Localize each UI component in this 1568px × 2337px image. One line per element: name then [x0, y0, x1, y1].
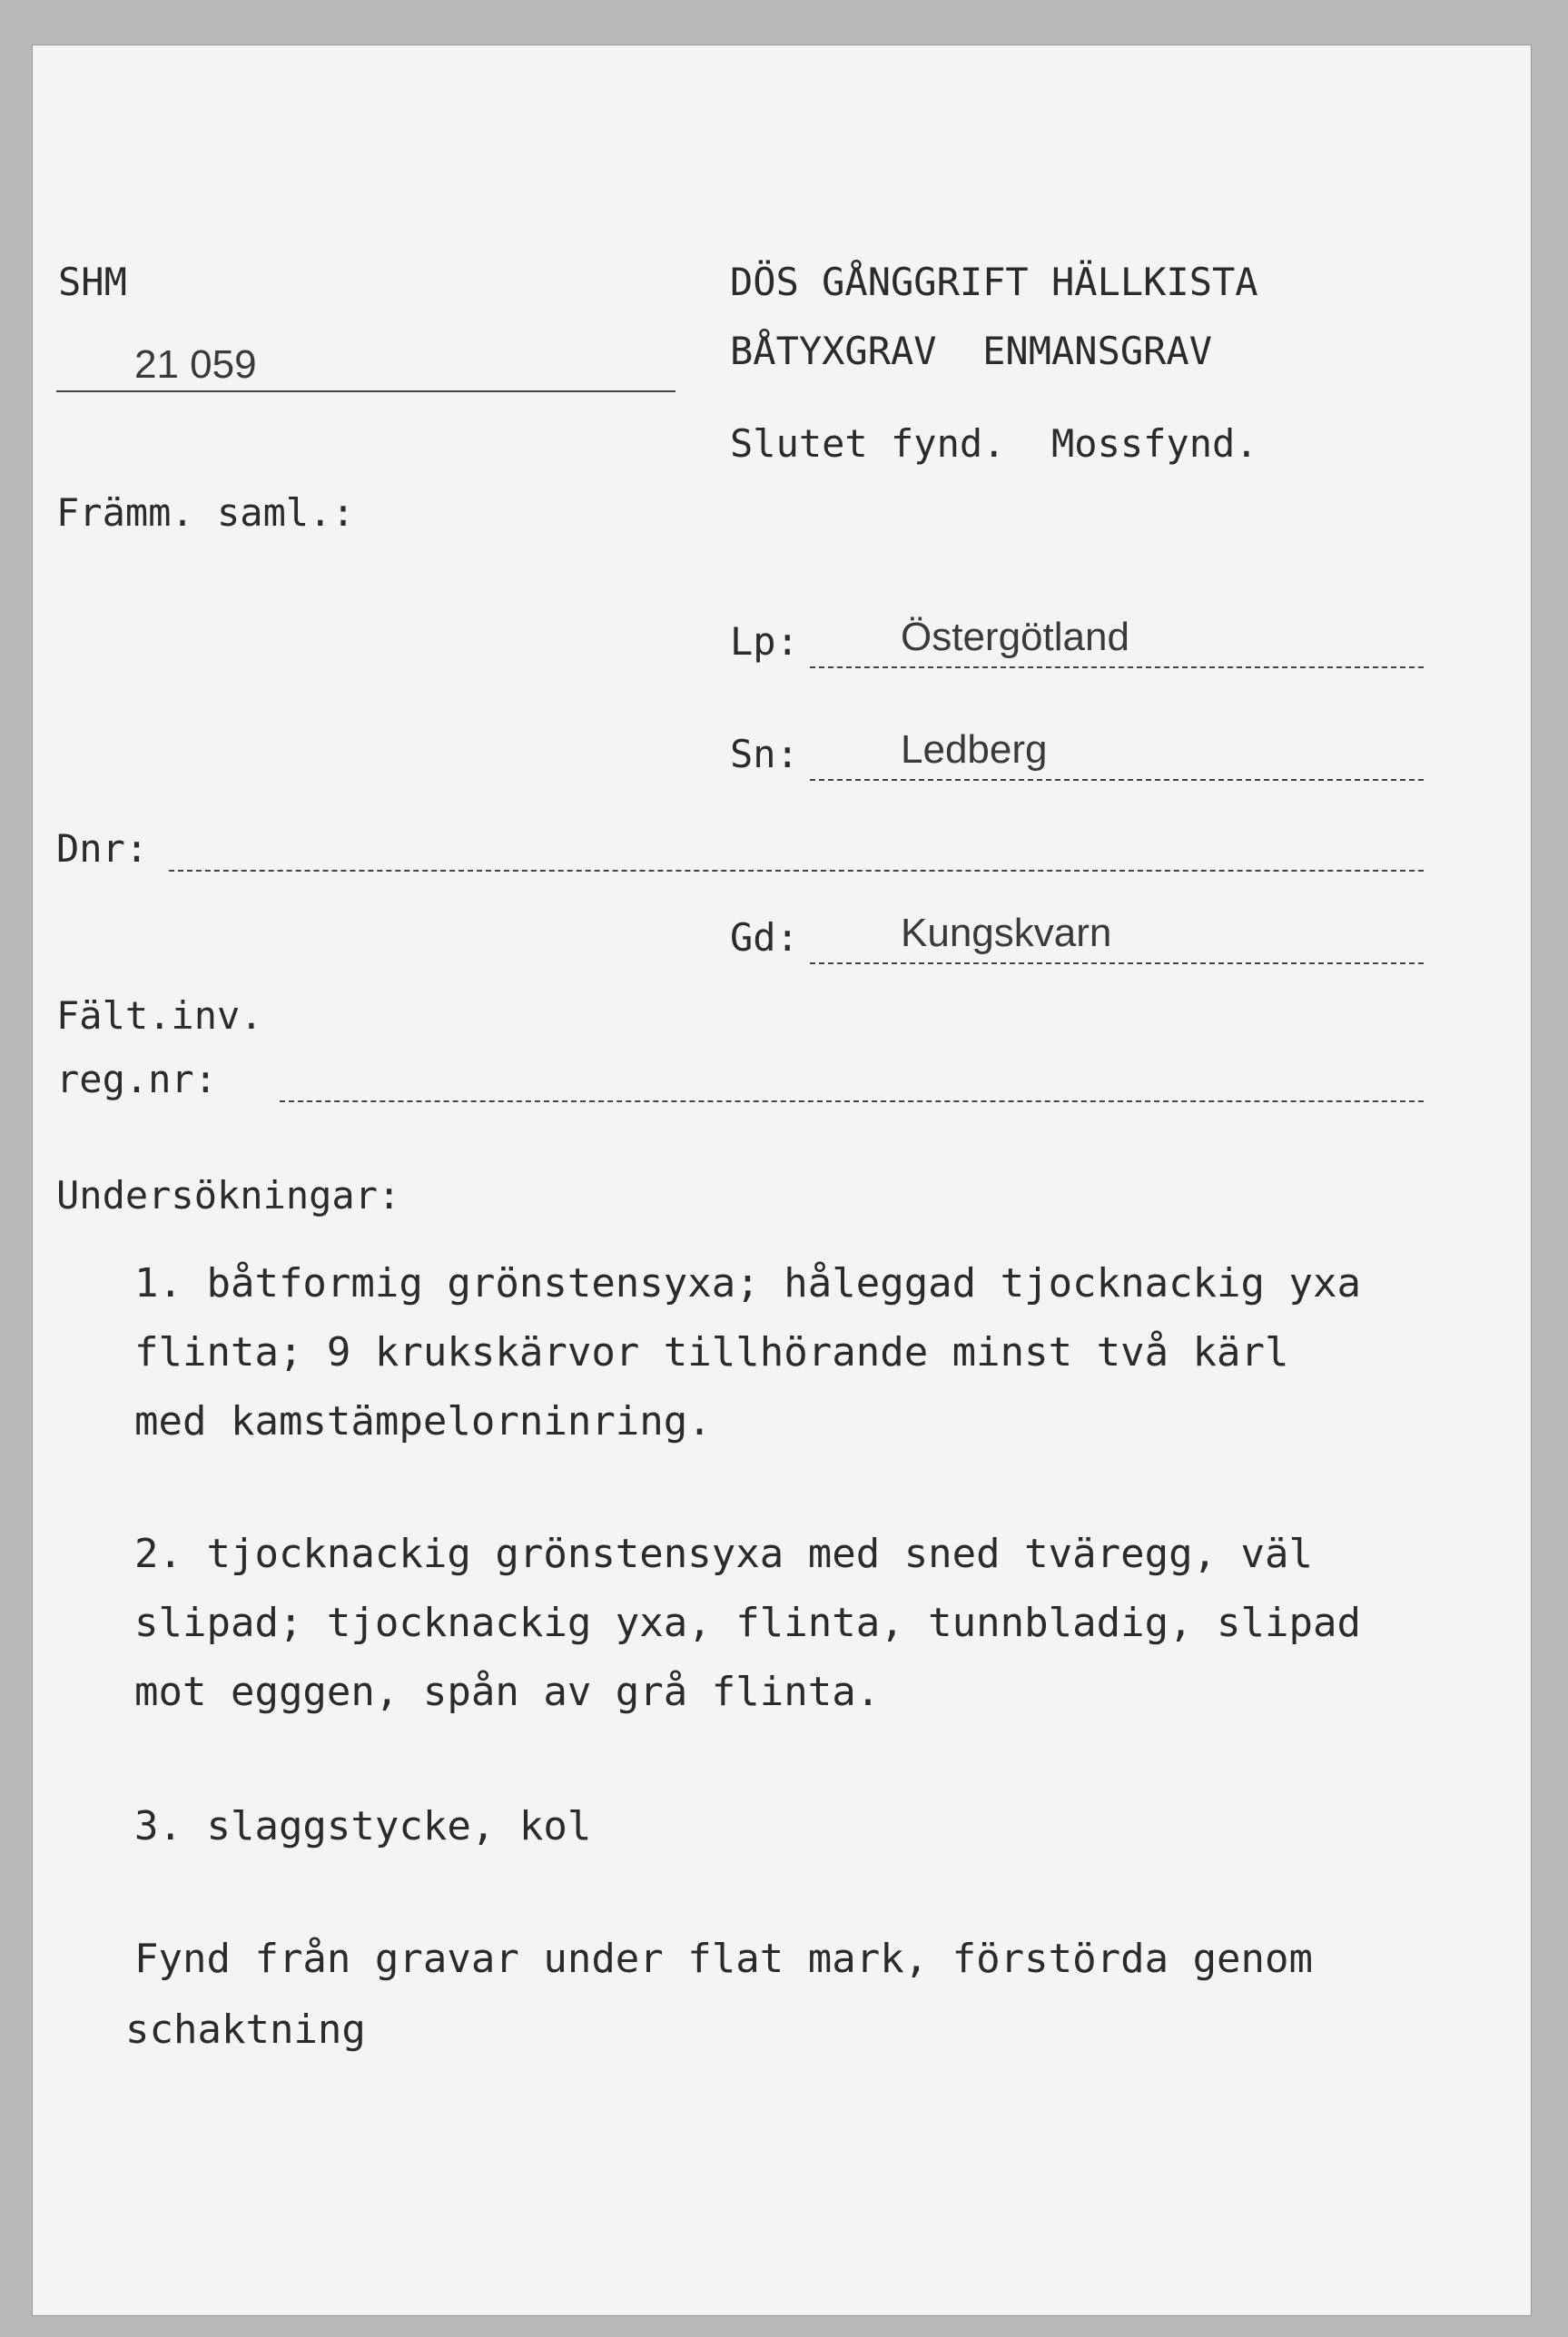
- reg-nr-label: reg.nr:: [56, 1057, 218, 1101]
- lp-value: Östergötland: [901, 615, 1129, 659]
- museum-code: SHM: [58, 260, 127, 304]
- sn-label: Sn:: [730, 732, 799, 776]
- gd-line: [810, 962, 1424, 964]
- catalog-card: [33, 45, 1531, 2315]
- item2-line2: slipad; tjocknackig yxa, flinta, tunnbladig, slipad: [134, 1600, 1362, 1646]
- item1-line2: flinta; 9 krukskärvor tillhörande minst två kärl: [134, 1329, 1289, 1376]
- foreign-collection-label: Främm. saml.:: [56, 490, 355, 535]
- catalog-number-line: [56, 390, 676, 392]
- gd-label: Gd:: [730, 915, 799, 960]
- grave-types-line2: BÅTYXGRAV ENMANSGRAV: [730, 329, 1213, 373]
- note-line1: Fynd från gravar under flat mark, förstörda genom: [134, 1936, 1314, 1982]
- gd-value: Kungskvarn: [901, 911, 1112, 955]
- investigations-heading: Undersökningar:: [56, 1173, 401, 1218]
- find-type: Slutet fynd. Mossfynd.: [730, 421, 1258, 466]
- item1-line1: 1. båtformig grönstensyxa; håleggad tjocknackig yxa: [134, 1260, 1362, 1307]
- item2-line3: mot egggen, spån av grå flinta.: [134, 1669, 881, 1715]
- lp-line: [810, 666, 1424, 668]
- sn-line: [810, 779, 1424, 781]
- item1-line3: med kamstämpelorninring.: [134, 1398, 712, 1445]
- item3-line: 3. slaggstycke, kol: [134, 1803, 592, 1849]
- reg-nr-line: [280, 1100, 1424, 1102]
- catalog-number: 21 059: [134, 342, 257, 387]
- sn-value: Ledberg: [901, 727, 1048, 772]
- falt-inv-label: Fält.inv.: [56, 993, 263, 1038]
- item2-line1: 2. tjocknackig grönstensyxa med sned tväregg, väl: [134, 1531, 1314, 1577]
- dnr-label: Dnr:: [56, 826, 149, 871]
- dnr-line: [169, 870, 1424, 872]
- lp-label: Lp:: [730, 619, 799, 664]
- note-line2: schaktning: [125, 2007, 366, 2053]
- grave-types-line1: DÖS GÅNGGRIFT HÄLLKISTA: [730, 260, 1258, 304]
